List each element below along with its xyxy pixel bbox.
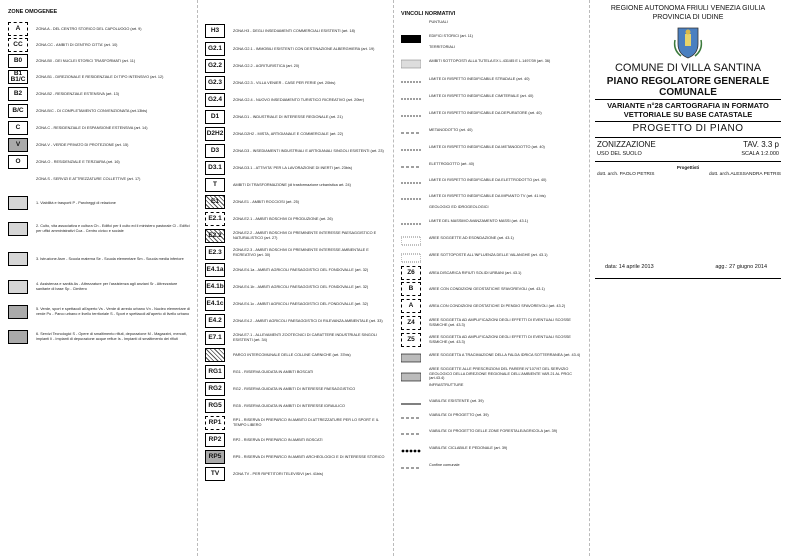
zone-code-box: G2.4 bbox=[205, 93, 225, 107]
legend-row bbox=[8, 196, 192, 210]
vincolo-symbol bbox=[401, 216, 421, 226]
legend-row bbox=[205, 144, 389, 158]
legend-label: 2. Culto, vita associativa e cultura Ch - Edifici per il culto ed il ministero pastorale Cl - Edifici per uffici amministrativi Cca - Centro civico e sociale bbox=[36, 224, 190, 233]
vincolo-symbol bbox=[401, 410, 421, 420]
vincolo-label: EDIFICI STORICI (art. 11) bbox=[429, 33, 473, 38]
vincolo-symbol bbox=[401, 426, 421, 436]
vincolo-row bbox=[401, 191, 585, 201]
vincolo-row bbox=[401, 45, 585, 50]
zone-code-box: TV bbox=[205, 467, 225, 481]
legend-label: ZONA E1 - AMBITI ROCCIOSI (art. 25) bbox=[233, 199, 300, 204]
vincolo-symbol bbox=[401, 175, 421, 185]
zone-code-box: RP1 bbox=[205, 416, 225, 430]
zone-code-box: E4.2 bbox=[205, 314, 225, 328]
legend-label: ZONA G2.4 - NUOVO INSEDIAMENTO TURISTICO RICREATIVO (art. 20ter) bbox=[233, 97, 365, 102]
vincolo-symbol bbox=[401, 31, 421, 41]
dline-symbol-icon bbox=[401, 111, 421, 121]
legend-label: ZONA D3 - INSEDIAMENTI INDUSTRIALI E ARTIGIANALI SINGOLI ESISTENTI (art. 23) bbox=[233, 148, 384, 153]
vincolo-symbol bbox=[401, 396, 421, 406]
dline-symbol-icon bbox=[401, 145, 421, 155]
vincolo-symbol bbox=[401, 369, 421, 379]
plan-title: PIANO REGOLATORE GENERALE bbox=[606, 76, 770, 87]
vincolo-row bbox=[401, 74, 585, 84]
legend-label: ZONA E2.3 - AMBITI BOSCHIVI DI PREMINENTE INTERESSE AMBIENTALE E RICREATIVO (art. 30) bbox=[233, 248, 369, 257]
vincolo-row bbox=[401, 426, 585, 436]
legend-label: RP5 - RISERVA DI PREPARCO IN AMBITI ARCHEOLOGICI E DI INTERESSE STORICO bbox=[233, 454, 385, 459]
zone-code-box: B/C bbox=[8, 104, 28, 118]
legend-label: ZONA E4.1c - AMBITI AGRICOLI PAESAGGISTICI DEL FONDOVALLE (art. 32) bbox=[233, 301, 368, 306]
legend-label: RP2 - RISERVA DI PREPARCO IN AMBITI BOSCATI bbox=[233, 437, 323, 442]
zone-code-box: O bbox=[8, 155, 28, 169]
zone-code-box bbox=[8, 280, 28, 294]
dash-symbol-icon bbox=[401, 429, 421, 439]
legend-row bbox=[205, 110, 389, 124]
legend-row bbox=[205, 297, 389, 311]
vincolo-row bbox=[401, 125, 585, 135]
vincolo-row bbox=[401, 367, 585, 381]
zone-code-box: RG5 bbox=[205, 399, 225, 413]
vincolo-label: LIMITE DI RISPETTO INEDIFICABILE CIMITERIALE (art. 40) bbox=[429, 93, 534, 98]
vincolo-row bbox=[401, 316, 585, 330]
legend-row bbox=[205, 59, 389, 73]
zone-code-box bbox=[8, 196, 28, 210]
beads-symbol-icon bbox=[401, 446, 421, 456]
zone-code-box: RG2 bbox=[205, 382, 225, 396]
legend-row bbox=[205, 348, 389, 362]
vincolo-label: Confine comunale bbox=[429, 462, 460, 467]
update-label: agg.: 27 giugno 2014 bbox=[715, 264, 767, 270]
zone-code-box bbox=[205, 348, 225, 362]
vincoli-column bbox=[393, 0, 589, 556]
vincolo-row bbox=[401, 31, 585, 41]
legend-label: ZONA E4.1b - AMBITI AGRICOLI PAESAGGISTICI DEL FONDOVALLE (art. 32) bbox=[233, 284, 369, 289]
legend-row bbox=[8, 172, 192, 186]
zone-code-box: E2.2 bbox=[205, 229, 225, 243]
vincolo-symbol bbox=[401, 350, 421, 360]
vincolo-row bbox=[401, 108, 585, 118]
vincolo-label: AREE SOGGETTE AD ESONDAZIONE (art. 43.1) bbox=[429, 235, 514, 240]
vincolo-symbol bbox=[401, 142, 421, 152]
vincolo-subheading: PUNTUALI bbox=[429, 20, 448, 24]
zone-code-box: G2.1 bbox=[205, 42, 225, 56]
zone-code-box bbox=[8, 330, 28, 344]
legend-label: ZONA CC - AMBITI DI CENTRO CITTA' (art. 10) bbox=[36, 42, 118, 47]
zone-code-box bbox=[8, 172, 28, 186]
vincolo-symbol bbox=[401, 443, 421, 453]
legend-label: ZONA G2.3 - VILLA VENIER - CASE PER FERIE (art. 20bis) bbox=[233, 80, 336, 85]
tav-number: TAV. 3.3 p bbox=[743, 140, 779, 149]
designers-label: Progettisti bbox=[676, 165, 700, 170]
zone-code-box bbox=[8, 252, 28, 266]
legend-row bbox=[205, 42, 389, 56]
legend-row bbox=[205, 93, 389, 107]
legend-label: ZONA E2.1 - AMBITI BOSCHIVI DI PRODUZIONE (art. 26) bbox=[233, 216, 333, 221]
legend-row bbox=[8, 138, 192, 152]
grid-symbol-icon bbox=[401, 236, 421, 246]
legend-row bbox=[205, 467, 389, 481]
vincolo-label: VIABILITA' DI PROGETTO DELLE ZONE FORESTALE/AGRICOLA (art. 39) bbox=[429, 428, 558, 433]
vincolo-row bbox=[401, 20, 585, 25]
dline-symbol-icon bbox=[401, 194, 421, 204]
zone-code-box: A bbox=[8, 22, 28, 36]
legend-row bbox=[8, 155, 192, 169]
legend-label: ZONA E4.2 - AMBITI AGRICOLI PAESAGGISTICI DI RILEVANZA AMBIENTALE (art. 33) bbox=[233, 318, 383, 323]
vincolo-label: METANODOTTO (art. 40) bbox=[429, 127, 473, 132]
project-title: PROGETTO DI PIANO bbox=[632, 123, 744, 134]
designer-2: dott. arch.ALESSANDRA PETRIS bbox=[709, 172, 781, 177]
legend-row bbox=[205, 365, 389, 379]
legend-row bbox=[205, 161, 389, 175]
legend-label: RG2 - RISERVA GUIDATA IN AMBITI DI INTERESSE PAESAGGISTICO bbox=[233, 386, 356, 391]
vincolo-symbol bbox=[401, 56, 421, 66]
vincolo-row bbox=[401, 216, 585, 226]
vincolo-label: AREE SOGGETTE ALLE PRESCRIZIONI DEL PARERE N°107/97 DEL SERVIZIO GEOLOGICO DELLA DIREZIONE REGIONALE DELL'AMBIENTE VAR.21 AL PRGC (art.43.4) bbox=[429, 367, 572, 381]
legend-label: ZONA E7.1 - ALLEVAMENTI ZOOTECNICI DI CARATTERE INDUSTRIALE SINGOLI ESISTENTI (art. 34) bbox=[233, 333, 377, 342]
vincolo-row bbox=[401, 91, 585, 101]
dots-symbol-icon bbox=[401, 59, 421, 69]
zone-code-box: Z6 bbox=[401, 266, 421, 280]
legend-row bbox=[8, 87, 192, 101]
zone-code-box: D3 bbox=[205, 144, 225, 158]
vincolo-label: VIABILITA' CICLABILE E PEDONALE (art. 39) bbox=[429, 445, 508, 450]
zone-code-box: D1 bbox=[205, 110, 225, 124]
legend-label: ZONA H3 - DEGLI INSEDIAMENTI COMMERCIALI ESISTENTI (art. 18) bbox=[233, 28, 355, 33]
legend-label: ZONA A - DEL CENTRO STORICO DEL CAPOLUOGO (art. 9) bbox=[36, 26, 142, 31]
zone-code-box: E7.1 bbox=[205, 331, 225, 345]
vincolo-row bbox=[401, 205, 585, 210]
zone-code-box: E4.1c bbox=[205, 297, 225, 311]
vincolo-label: LIMITE DI RISPETTO INEDIFICABILE STRADALE (art. 40) bbox=[429, 76, 530, 81]
legend-label: RP1 - RISERVA DI PREPARCO IN AMBITO DI ATTREZZATURE PER LO SPORT E IL TEMPO LIBERO bbox=[233, 418, 379, 427]
legend-label: 4. Assistenza e sanità As - Attrezzature per l'assistenza agli anziani Sr - Attrezzature sanitarie di base Sp - Cimitero bbox=[36, 282, 178, 291]
legend-label: ZONA E2.2 - AMBITI BOSCHIVI DI PREMINENTE INTERESSE PAESAGGISTICO E NATURALISTICO (art. 27) bbox=[233, 231, 377, 240]
comune-name: COMUNE DI VILLA SANTINA bbox=[614, 62, 762, 74]
vincolo-label: LIMITE DI RISPETTO INEDIFICABILE DA METANODOTTO (art. 40) bbox=[429, 144, 545, 149]
vincolo-symbol bbox=[401, 250, 421, 260]
zoning-label: ZONIZZAZIONE bbox=[597, 140, 656, 149]
hatch-symbol-icon bbox=[401, 372, 421, 382]
dline-symbol-icon bbox=[401, 178, 421, 188]
legend-label: ZONA D2H2 - MISTA, ARTIGIANALE E COMMERCIALE (art. 22) bbox=[233, 131, 343, 136]
section-heading: VINCOLI NORMATIVI bbox=[401, 11, 456, 17]
dline-symbol-icon bbox=[401, 77, 421, 87]
date-label: data: 14 aprile 2013 bbox=[605, 264, 654, 270]
divider bbox=[595, 137, 781, 138]
vincolo-row bbox=[401, 443, 585, 453]
zone-code-box: D3.1 bbox=[205, 161, 225, 175]
legend-label: 5. Verde, sport e spettacoli all'aperto Vs - Verde di arredo urbano Vn - Nucleo elementare di verde Pu - Parco urbano e livello territoriale S - Sport e spettacoli all'aperto di livello urbano bbox=[36, 307, 190, 316]
vincolo-label: AMBITI SOTTOPOSTI ALLA TUTELA EX L.431/85 E L.1497/39 (art. 36) bbox=[429, 58, 551, 63]
zone-code-box: CC bbox=[8, 38, 28, 52]
zone-code-box: B1 B1/C bbox=[8, 70, 28, 84]
designer-1: dott. arch. PAOLO PETRIS bbox=[597, 172, 655, 177]
legend-row bbox=[205, 127, 389, 141]
legend-row bbox=[8, 54, 192, 68]
legend-label: 1. Viabilità e trasporti P - Parcheggi di relazione bbox=[36, 200, 116, 205]
vincolo-row bbox=[401, 233, 585, 243]
zone-code-box: D2H2 bbox=[205, 127, 225, 141]
zone-code-box: C bbox=[8, 121, 28, 135]
fill-symbol-icon bbox=[401, 34, 421, 44]
vincolo-label: LIMITE DI RISPETTO INEDIFICABILE DA ELETTRODOTTO (art. 40) bbox=[429, 177, 547, 182]
vincolo-label: AREE SOGGETTA AD AMPLIFICAZIONI DEGLI EFFETTI DI EVENTUALI SCOSSE SISMICHE (art. 43.3) bbox=[429, 318, 571, 327]
zone-middle-column bbox=[197, 0, 393, 556]
vincolo-label: AREE CON CONDIZIONI GEOSTATICHE SFAVOREVOLI (art. 43.1) bbox=[429, 286, 545, 291]
legend-label: ZONA D1 - INDUSTRIALE DI INTERESSE REGIONALE (art. 21) bbox=[233, 114, 343, 119]
legend-row bbox=[205, 24, 389, 38]
legend-label: RG5 - RISERVA GUIDATA IN AMBITI DI INTERESSE IDRAULICO bbox=[233, 403, 345, 408]
vincolo-row bbox=[401, 56, 585, 66]
legend-label: ZONA B1 - DIREZIONALE E RESIDENZIALE DI TIPO INTENSIVO (art. 12) bbox=[36, 74, 164, 79]
legend-row bbox=[8, 104, 192, 118]
legend-label: ZONA O - RESIDENZIALE E TERZIARIA (art. 16) bbox=[36, 159, 120, 164]
vincolo-row bbox=[401, 333, 585, 347]
legend-row bbox=[8, 22, 192, 36]
legend-label: ZONA B/C - DI COMPLETAMENTO CONVENZIONATA (art.13bis) bbox=[36, 108, 148, 113]
vincolo-subheading: TERRITORIALI bbox=[429, 45, 456, 49]
legend-label: PARCO INTERCOMUNALE DELLE COLLINE CARNICHE (art. 37bis) bbox=[233, 352, 351, 357]
legend-row bbox=[205, 331, 389, 345]
legend-row bbox=[205, 314, 389, 328]
vincolo-symbol bbox=[401, 74, 421, 84]
vincolo-label: VIABILITA' ESISTENTE (art. 39) bbox=[429, 398, 484, 403]
legend-row bbox=[8, 222, 192, 236]
vincolo-symbol bbox=[401, 108, 421, 118]
vincolo-label: AREE SOTTOPOSTE ALL'INFLUENZA DELLE VALANGHE (art. 43.1) bbox=[429, 252, 548, 257]
vincolo-subheading: GEOLOGICI ED IDROGEOLOGICI bbox=[429, 205, 489, 209]
legend-row bbox=[205, 229, 389, 243]
vincolo-row bbox=[401, 142, 585, 152]
legend-label: ZONA B2 - RESIDENZIALE ESTENSIVA (art. 13) bbox=[36, 91, 120, 96]
variant-title: VARIANTE n°28 CARTOGRAFIA IN FORMATO bbox=[607, 101, 769, 110]
zone-code-box: RP5 bbox=[205, 450, 225, 464]
legend-row bbox=[8, 330, 192, 344]
vincolo-row bbox=[401, 282, 585, 296]
title-block bbox=[589, 0, 787, 556]
dash-symbol-icon bbox=[401, 128, 421, 138]
divider bbox=[595, 99, 781, 100]
scale-label: SCALA 1:2.000 bbox=[741, 151, 779, 157]
legend-row bbox=[205, 212, 389, 226]
legend-label: ZONA G2.2 - AGRITURISTICA (art. 20) bbox=[233, 63, 300, 68]
vincolo-label: LIMITE DI RISPETTO INEDIFICABILE DA DEPURATORE (art. 40) bbox=[429, 110, 542, 115]
vincolo-row bbox=[401, 250, 585, 260]
legend-row bbox=[205, 382, 389, 396]
legend-row bbox=[205, 280, 389, 294]
vincolo-row bbox=[401, 396, 585, 406]
zone-code-box: RP2 bbox=[205, 433, 225, 447]
zone-code-box: Z5 bbox=[401, 333, 421, 347]
legend-row bbox=[205, 76, 389, 90]
zone-code-box: Z4 bbox=[401, 316, 421, 330]
legend-row bbox=[205, 399, 389, 413]
vincolo-row bbox=[401, 299, 585, 313]
dash-symbol-icon bbox=[401, 162, 421, 172]
zone-code-box: B2 bbox=[8, 87, 28, 101]
divider bbox=[595, 121, 781, 122]
vincolo-label: AREE SOGGETTA AD AMPLIFICAZIONI DEGLI EFFETTI DI EVENTUALI SCOSSE SISMICHE (art. 43.3) bbox=[429, 335, 571, 344]
use-label: USO DEL SUOLO bbox=[597, 151, 642, 157]
vincolo-label: AREA CON CONDIZIONI GEOSTATICHE DI PENDIO SFAVOREVOLI (art. 43.2) bbox=[429, 303, 566, 308]
vincolo-symbol bbox=[401, 91, 421, 101]
vincolo-symbol bbox=[401, 460, 421, 470]
legend-label: 3. Istruzione Asm - Scuola materna Se - Scuola elementare Sm - Scuola media inferiore bbox=[36, 256, 184, 261]
zone-code-box: E4.1b bbox=[205, 280, 225, 294]
vincolo-label: LIMITE DEL MASSIMO AVANZAMENTO MASSI (art. 43.1) bbox=[429, 218, 529, 223]
legend-label: ZONA S - SERVIZI E ATTREZZATURE COLLETTIVE (art. 17) bbox=[36, 176, 141, 181]
vincolo-symbol bbox=[401, 233, 421, 243]
legend-row bbox=[205, 195, 389, 209]
vincolo-row bbox=[401, 159, 585, 169]
grid-symbol-icon bbox=[401, 253, 421, 263]
plan-title-2: COMUNALE bbox=[659, 87, 717, 98]
zone-code-box bbox=[8, 305, 28, 319]
coat-of-arms-icon bbox=[673, 26, 703, 60]
zone-code-box: E2.1 bbox=[205, 212, 225, 226]
legend-label: RG1 - RISERVA GUIDATA IN AMBITI BOSCATI bbox=[233, 369, 314, 374]
vincolo-label: VIABILITA' DI PROGETTO (art. 39) bbox=[429, 412, 489, 417]
dline-symbol-icon bbox=[401, 219, 421, 229]
hatch-symbol-icon bbox=[401, 353, 421, 363]
legend-label: ZONA C - RESIDENZIALE DI ESPANSIONE ESTENSIVA (art. 14) bbox=[36, 125, 148, 130]
vincolo-row bbox=[401, 383, 585, 388]
dash-symbol-icon bbox=[401, 413, 421, 423]
legend-row bbox=[8, 280, 192, 294]
zone-code-box: T bbox=[205, 178, 225, 192]
vincolo-subheading: INFRASTRUTTURE bbox=[429, 383, 464, 387]
section-heading: ZONE OMOGENEE bbox=[8, 9, 58, 15]
vincolo-label: AREA DISCARICA RIFIUTI SOLIDI URBANI (art. 43.1) bbox=[429, 270, 522, 275]
vincolo-row bbox=[401, 175, 585, 185]
zone-code-box: B bbox=[401, 282, 421, 296]
zone-code-box: E4.1a bbox=[205, 263, 225, 277]
vincolo-row bbox=[401, 266, 585, 280]
legend-row bbox=[205, 178, 389, 192]
zone-code-box: E1 bbox=[205, 195, 225, 209]
solid-symbol-icon bbox=[401, 399, 421, 409]
vincolo-symbol bbox=[401, 191, 421, 201]
legend-row bbox=[8, 252, 192, 266]
legend-label: ZONA E4.1a - AMBITI AGRICOLI PAESAGGISTICI DEL FONDOVALLE (art. 32) bbox=[233, 267, 369, 272]
dline-symbol-icon bbox=[401, 94, 421, 104]
legend-label: ZONA D3.1 - ATTIVITA' PER LA LAVORAZIONE DI INERTI (art. 23bis) bbox=[233, 165, 353, 170]
vincolo-row bbox=[401, 410, 585, 420]
vincolo-symbol bbox=[401, 159, 421, 169]
legend-label: 6. Servizi Tecnologici S - Opere di smaltimento rifiuti, depurazione M - Magazzini, mercati, impianti Ii - Impianti di depurazione acque reflue Is - Impianti di smaltimento dei rifiuti bbox=[36, 332, 187, 341]
zone-omogenee-column bbox=[0, 0, 197, 556]
legend-label: ZONA V - VERDE PRIVATO DI PROTEZIONE (art. 15) bbox=[36, 142, 129, 147]
province-name: PROVINCIA DI UDINE bbox=[652, 14, 724, 21]
zone-code-box: V bbox=[8, 138, 28, 152]
legend-row bbox=[8, 305, 192, 319]
zone-code-box: A bbox=[401, 299, 421, 313]
legend-row bbox=[8, 70, 192, 84]
vincolo-symbol bbox=[401, 125, 421, 135]
zone-code-box: G2.2 bbox=[205, 59, 225, 73]
zone-code-box: G2.3 bbox=[205, 76, 225, 90]
vincolo-row bbox=[401, 460, 585, 470]
dash-symbol-icon bbox=[401, 463, 421, 473]
legend-label: ZONA G2.1 - IMMOBILI ESISTENTI CON DESTINAZIONE ALBERGHIERA (art. 19) bbox=[233, 46, 375, 51]
legend-row bbox=[205, 416, 389, 430]
legend-row bbox=[8, 121, 192, 135]
legend-row bbox=[205, 246, 389, 260]
legend-row bbox=[8, 38, 192, 52]
zone-code-box: B0 bbox=[8, 54, 28, 68]
zone-code-box: RG1 bbox=[205, 365, 225, 379]
legend-label: AMBITI DI TRASFORMAZIONE (di trasformazione urbanistica art. 24) bbox=[233, 182, 351, 187]
zone-code-box bbox=[8, 222, 28, 236]
legend-row bbox=[205, 450, 389, 464]
legend-label: ZONA B0 - DEI NUCLEI STORICI TRASFORMATI (art. 11) bbox=[36, 58, 136, 63]
vincolo-label: LIMITE DI RISPETTO INEDIFICABILE DA IMPIANTO TV (art. 41 bis) bbox=[429, 193, 546, 198]
divider bbox=[595, 278, 781, 279]
legend-label: ZONA TV - PER RIPETITORI TELEVISIVI (art. 41bis) bbox=[233, 471, 324, 476]
legend-row bbox=[205, 433, 389, 447]
vincolo-row bbox=[401, 350, 585, 360]
vincolo-label: AREE SOGGETTA A TRACIMAZIONE DELLA FALDA IDRICA SOTTERRANEA (art. 43.4) bbox=[429, 352, 581, 357]
zone-code-box: H3 bbox=[205, 24, 225, 38]
divider bbox=[595, 161, 781, 162]
variant-subtitle: VETTORIALE SU BASE CATASTALE bbox=[623, 110, 753, 119]
region-name: REGIONE AUTONOMA FRIULI VENEZIA GIULIA bbox=[610, 5, 766, 12]
zone-code-box: E2.3 bbox=[205, 246, 225, 260]
vincolo-label: ELETTRODOTTO (art. 40) bbox=[429, 161, 475, 166]
legend-row bbox=[205, 263, 389, 277]
